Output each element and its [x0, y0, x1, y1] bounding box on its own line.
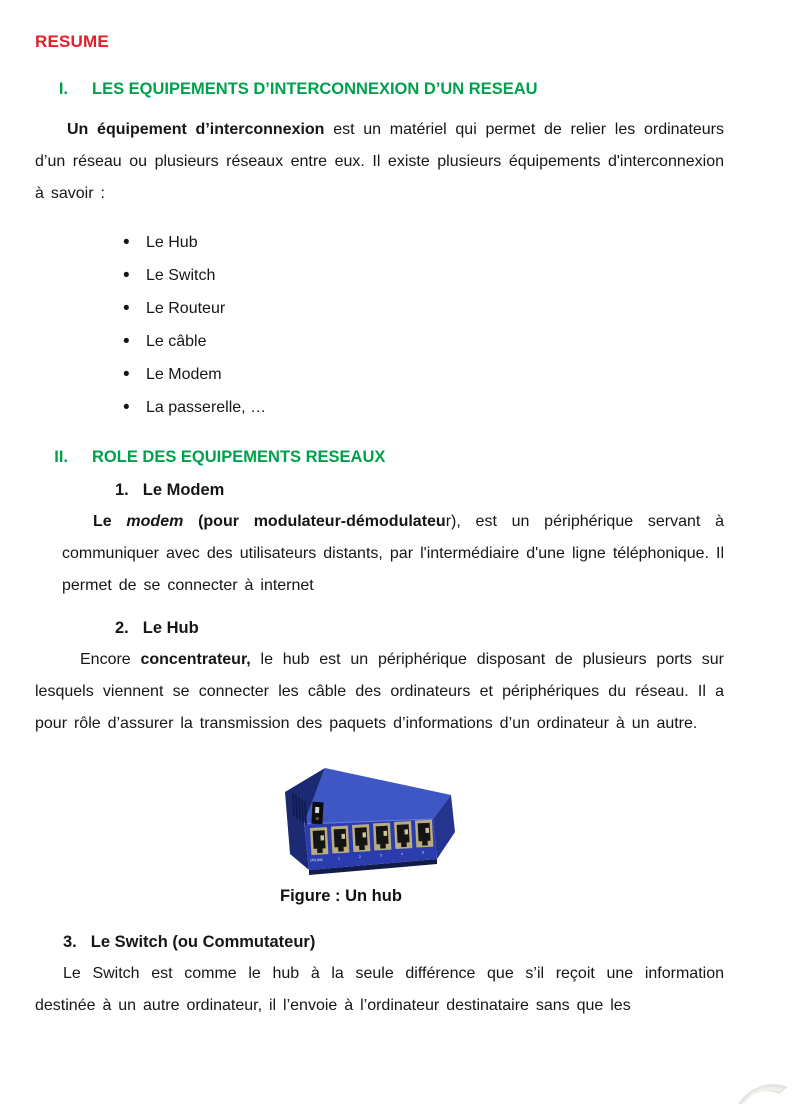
modem-paragraph — [62, 506, 724, 602]
hub-figure — [283, 762, 461, 876]
port-label: 3 — [379, 853, 383, 858]
figure-caption: Figure : Un hub — [280, 887, 402, 905]
subsection-label: Le Hub — [142, 619, 199, 637]
subsection-number: 2. — [115, 619, 129, 637]
hub-top-face — [304, 768, 451, 824]
intro-rest-text: est un matériel qui permet de relier les ordinateurs d’un réseau ou plusieurs réseaux entre eux. Il existe plusieurs équipements d'interconnexion à savoir : — [35, 121, 725, 202]
port-label: 4 — [400, 851, 404, 856]
page-title: RESUME — [35, 32, 109, 51]
list-item: • Le Modem — [35, 358, 724, 391]
hub-rest-text: le hub est un périphérique disposant de plusieurs ports sur lesquels viennent se connecter les câble des ordinateurs et périphériques du réseau. Il a pour rôle d’assurer la transmission des paquets d’informations d’un ordinateur à un autre. — [35, 651, 724, 732]
modem-rest-text: r), est un périphérique servant à communiquer avec des utilisateurs distants, par l'intermédiaire d'une ligne téléphonique. Il permet de se connecter à internet — [62, 513, 724, 594]
list-item: • Le Routeur — [35, 292, 724, 325]
subsection-number: 1. — [115, 481, 129, 499]
hub-paragraph — [35, 644, 724, 740]
section-heading-2 — [35, 444, 724, 470]
port-label: 1 — [337, 856, 341, 861]
subsection-label: Le Switch (ou Commutateur) — [90, 933, 316, 951]
list-item: • La passerelle, … — [35, 391, 724, 424]
list-item: • Le Hub — [35, 226, 724, 259]
subsection-label: Le Modem — [142, 481, 225, 499]
intro-paragraph — [35, 114, 724, 210]
subsection-heading-switch — [35, 926, 724, 958]
list-item: • Le Switch — [35, 259, 724, 292]
port-label: 2 — [358, 854, 362, 859]
subsection-heading-modem — [35, 474, 724, 506]
modem-bold-text: Le — [93, 513, 127, 530]
subsection-heading-hub — [35, 612, 724, 644]
section-label: ROLE DES EQUIPEMENTS RESEAUX — [92, 448, 386, 466]
equipment-list — [35, 226, 724, 424]
section-number: II. — [54, 448, 68, 466]
section-label: LES EQUIPEMENTS D’INTERCONNEXION D’UN RESEAU — [92, 80, 538, 98]
page-curl-watermark — [734, 1079, 792, 1105]
hub-image — [283, 762, 461, 876]
section-number: I. — [58, 80, 68, 98]
switch-paragraph: Le Switch est comme le hub à la seule différence que s’il reçoit une information destinée à un autre ordinateur, il l’envoie à l’ordinateur destinataire sans que les — [35, 965, 724, 1014]
intro-bold-text: Un équipement d’interconnexion — [67, 121, 325, 138]
subsection-number: 3. — [63, 933, 77, 951]
list-item: • Le câble — [35, 325, 724, 358]
hub-lead-text: Encore — [80, 651, 141, 668]
modem-italic-text: modem — [126, 513, 184, 530]
hub-bold-text: concentrateur, — [140, 651, 251, 668]
section-heading-1 — [35, 76, 724, 102]
port-label: 5 — [421, 850, 425, 855]
modem-bold-text2: (pour modulateur-démodulateu — [183, 513, 446, 530]
port-label: UPLINK — [309, 857, 324, 863]
